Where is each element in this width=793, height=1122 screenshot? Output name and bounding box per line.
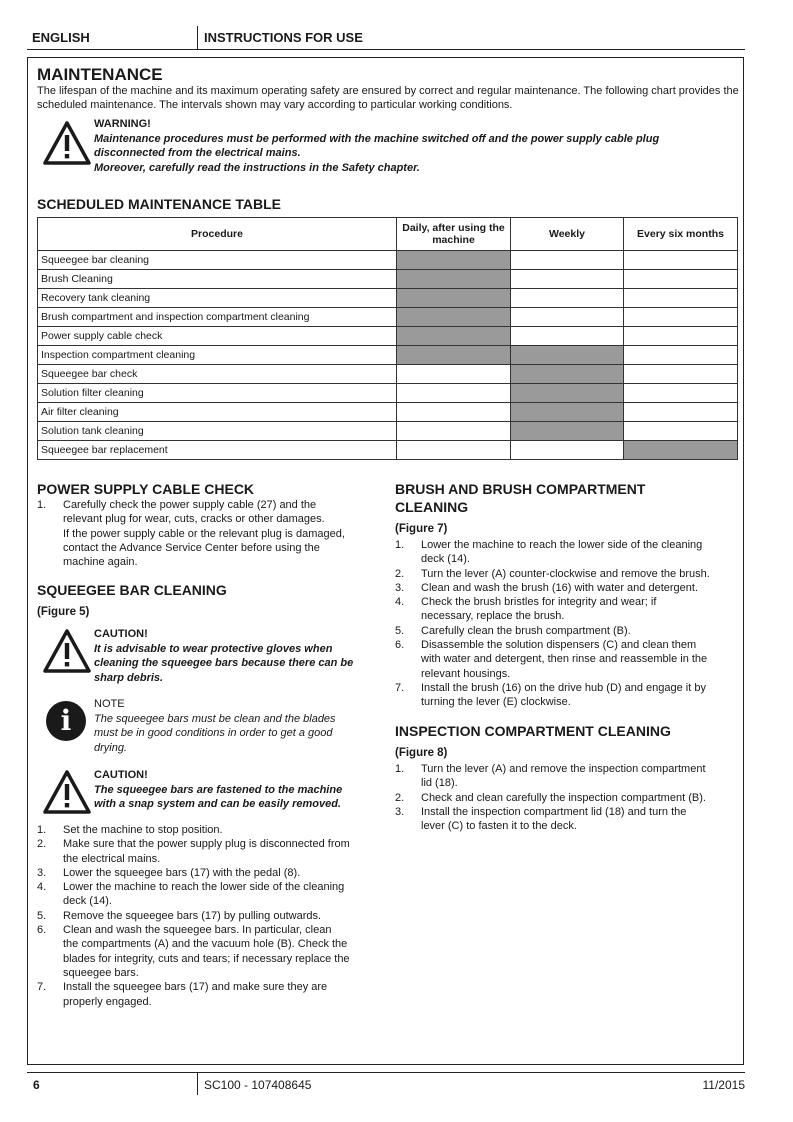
list-item xyxy=(37,837,382,866)
page-header xyxy=(27,26,745,50)
interval-cell xyxy=(624,270,738,289)
table-row xyxy=(38,346,738,365)
interval-cell xyxy=(624,327,738,346)
caution-triangle-icon xyxy=(42,769,92,815)
note-line: must be in good conditions in order to get a good xyxy=(94,727,333,739)
list-item xyxy=(395,805,740,834)
page-footer xyxy=(27,1072,745,1095)
note-line: The squeegee bars must be clean and the blades xyxy=(94,712,336,725)
step-text-line: deck (14). xyxy=(63,895,112,908)
step-text-line: necessary, replace the brush. xyxy=(421,610,565,623)
list-item xyxy=(395,681,740,710)
step-text-line: Set the machine to stop position. xyxy=(63,824,223,836)
step-text-line: Lower the machine to reach the lower side of the cleaning xyxy=(421,539,703,551)
step-number: 6. xyxy=(395,639,405,652)
interval-cell xyxy=(511,422,624,441)
step-number: 2. xyxy=(395,791,405,804)
interval-cell xyxy=(624,251,738,270)
column-header-six-months: Every six months xyxy=(624,218,738,251)
table-header-row xyxy=(38,218,738,251)
interval-cell xyxy=(397,251,511,270)
interval-cell xyxy=(511,441,624,460)
interval-cell xyxy=(397,384,511,403)
maintenance-warning xyxy=(94,117,734,175)
step-text-line: Remove the squeegee bars (17) by pulling outwards. xyxy=(63,909,322,922)
caution-label: CAUTION! xyxy=(94,769,148,781)
interval-cell xyxy=(624,346,738,365)
step-number: 1. xyxy=(395,763,405,775)
brush-cleaning-title xyxy=(395,480,645,516)
list-item xyxy=(37,980,382,1009)
interval-cell xyxy=(624,422,738,441)
list-item xyxy=(395,581,740,595)
column-header-procedure: Procedure xyxy=(38,218,397,251)
table-body xyxy=(38,251,738,460)
step-number: 1. xyxy=(37,824,47,836)
interval-cell xyxy=(397,308,511,327)
column-header-daily: Daily, after using the machine xyxy=(397,218,511,251)
warning-line: disconnected from the electrical mains. xyxy=(94,147,301,159)
table-row xyxy=(38,403,738,422)
list-item xyxy=(37,909,382,923)
interval-cell xyxy=(397,422,511,441)
interval-cell xyxy=(511,251,624,270)
maintenance-table xyxy=(37,217,738,460)
list-item xyxy=(395,638,740,681)
list-item xyxy=(395,567,740,581)
list-item xyxy=(37,866,382,880)
interval-cell xyxy=(397,270,511,289)
step-number: 1. xyxy=(37,499,47,511)
header-divider xyxy=(197,26,198,49)
table-row xyxy=(38,270,738,289)
procedure-cell: Solution tank cleaning xyxy=(38,422,397,441)
figure-5-ref: (Figure 5) xyxy=(37,606,90,618)
step-number: 1. xyxy=(395,539,405,551)
figure-8-ref: (Figure 8) xyxy=(395,747,448,759)
warning-triangle-icon xyxy=(42,120,92,166)
schedule-title: SCHEDULED MAINTENANCE TABLE xyxy=(37,196,281,212)
inspection-cleaning-title: INSPECTION COMPARTMENT CLEANING xyxy=(395,723,671,739)
power-check-title: POWER SUPPLY CABLE CHECK xyxy=(37,481,255,497)
step-text-line: Disassemble the solution dispensers (C) and clean them xyxy=(421,639,697,652)
interval-cell xyxy=(624,289,738,308)
step-number: 4. xyxy=(395,596,405,609)
info-icon: i xyxy=(46,701,86,741)
interval-cell xyxy=(511,365,624,384)
interval-cell xyxy=(511,270,624,289)
interval-cell xyxy=(511,403,624,422)
caution-line: It is advisable to wear protective gloves when xyxy=(94,642,333,655)
step-number: 5. xyxy=(37,909,47,922)
procedure-cell: Squeegee bar check xyxy=(38,365,397,384)
step-text-line: Lower the squeegee bars (17) with the pedal (8). xyxy=(63,866,301,879)
inspection-cleaning-steps xyxy=(395,762,740,833)
squeegee-cleaning-title: SQUEEGEE BAR CLEANING xyxy=(37,582,227,598)
interval-cell xyxy=(624,384,738,403)
list-item xyxy=(37,923,382,980)
procedure-cell: Inspection compartment cleaning xyxy=(38,346,397,365)
interval-cell xyxy=(511,346,624,365)
power-check-steps xyxy=(37,498,382,569)
caution-snap-system xyxy=(94,768,384,812)
caution-triangle-icon xyxy=(42,628,92,674)
step-text-line: with water and detergent, then rinse and reassemble in the xyxy=(421,653,708,666)
table-row xyxy=(38,251,738,270)
table-row xyxy=(38,308,738,327)
step-text-line: Turn the lever (A) counter-clockwise and remove the brush. xyxy=(421,567,710,580)
procedure-cell: Recovery tank cleaning xyxy=(38,289,397,308)
step-text-line: properly engaged. xyxy=(63,995,152,1008)
caution-gloves xyxy=(94,627,384,685)
maintenance-title: MAINTENANCE xyxy=(37,65,163,84)
list-item xyxy=(395,538,740,567)
squeegee-cleaning-steps xyxy=(37,823,382,1009)
step-text-line: turning the lever (E) clockwise. xyxy=(421,696,571,709)
table-row xyxy=(38,441,738,460)
list-item xyxy=(395,624,740,638)
interval-cell xyxy=(624,308,738,327)
procedure-cell: Air filter cleaning xyxy=(38,403,397,422)
step-text-line: Install the inspection compartment lid (18) and turn the xyxy=(421,805,687,818)
step-text-line: machine again. xyxy=(63,556,138,569)
step-text-line: Install the squeegee bars (17) and make sure they are xyxy=(63,981,328,994)
step-text-line: Clean and wash the squeegee bars. In particular, clean xyxy=(63,924,332,937)
brush-cleaning-title-line: CLEANING xyxy=(395,499,469,515)
step-text-line: Turn the lever (A) and remove the inspection compartment xyxy=(421,763,706,775)
step-number: 3. xyxy=(395,805,405,818)
document-date: 11/2015 xyxy=(702,1078,745,1092)
step-text-line: Check the brush bristles for integrity and wear; if xyxy=(421,596,657,609)
step-text-line: Clean and wash the brush (16) with water and detergent. xyxy=(421,581,698,594)
step-text-line: squeegee bars. xyxy=(63,966,139,979)
caution-line: sharp debris. xyxy=(94,671,164,684)
footer-divider xyxy=(197,1073,198,1095)
list-item xyxy=(395,595,740,624)
step-text-line: Check and clean carefully the inspection compartment (B). xyxy=(421,791,706,804)
step-number: 7. xyxy=(395,681,405,694)
step-number: 5. xyxy=(395,624,405,637)
table-row xyxy=(38,289,738,308)
page-number: 6 xyxy=(33,1078,40,1092)
header-title: INSTRUCTIONS FOR USE xyxy=(204,30,363,45)
brush-cleaning-steps xyxy=(395,538,740,710)
step-text-line: Carefully check the power supply cable (27) and the xyxy=(63,499,317,511)
warning-label: WARNING! xyxy=(94,118,151,130)
step-text-line: Install the brush (16) on the drive hub (D) and engage it by xyxy=(421,681,706,694)
step-text-line: Lower the machine to reach the lower side of the cleaning xyxy=(63,881,345,894)
interval-cell xyxy=(397,327,511,346)
table-row xyxy=(38,384,738,403)
step-text-line: blades for integrity, cuts and tears; if necessary replace the xyxy=(63,952,350,965)
note-label: NOTE xyxy=(94,698,125,710)
step-number: 3. xyxy=(37,866,47,879)
step-number: 3. xyxy=(395,581,405,594)
interval-cell xyxy=(397,441,511,460)
table-row xyxy=(38,327,738,346)
step-text-line: relevant housings. xyxy=(421,667,511,680)
step-text-line: deck (14). xyxy=(421,553,470,566)
list-item xyxy=(37,498,382,569)
header-language: ENGLISH xyxy=(32,30,90,45)
procedure-cell: Squeegee bar replacement xyxy=(38,441,397,460)
step-number: 4. xyxy=(37,881,47,894)
warning-line: Moreover, carefully read the instructions in the Safety chapter. xyxy=(94,161,420,174)
brush-cleaning-title-line: BRUSH AND BRUSH COMPARTMENT xyxy=(395,481,646,497)
procedure-cell: Brush Cleaning xyxy=(38,270,397,289)
caution-line: with a snap system and can be easily removed. xyxy=(94,798,341,810)
interval-cell xyxy=(397,403,511,422)
step-text-line: relevant plug for wear, cuts, cracks or other damages. xyxy=(63,513,325,526)
note-line: drying. xyxy=(94,741,128,754)
step-text-line: Make sure that the power supply plug is disconnected from xyxy=(63,838,350,851)
interval-cell xyxy=(511,384,624,403)
step-number: 2. xyxy=(395,567,405,580)
step-text-line: If the power supply cable or the relevant plug is damaged, xyxy=(63,527,345,540)
note-block xyxy=(94,697,384,755)
interval-cell xyxy=(511,327,624,346)
interval-cell xyxy=(397,346,511,365)
step-text-line: lever (C) to fasten it to the deck. xyxy=(421,820,577,833)
step-text-line: Carefully clean the brush compartment (B). xyxy=(421,624,631,637)
interval-cell xyxy=(511,289,624,308)
interval-cell xyxy=(624,365,738,384)
step-number: 7. xyxy=(37,981,47,994)
caution-line: cleaning the squeegee bars because there can be xyxy=(94,657,354,669)
interval-cell xyxy=(624,441,738,460)
table-row xyxy=(38,422,738,441)
interval-cell xyxy=(624,403,738,422)
interval-cell xyxy=(397,289,511,308)
column-header-weekly: Weekly xyxy=(511,218,624,251)
list-item xyxy=(37,823,382,837)
step-text-line: the electrical mains. xyxy=(63,852,161,865)
step-number: 6. xyxy=(37,924,47,937)
list-item xyxy=(37,880,382,909)
interval-cell xyxy=(397,365,511,384)
caution-label: CAUTION! xyxy=(94,628,148,640)
step-text-line: contact the Advance Service Center before using the xyxy=(63,541,320,554)
warning-line: Maintenance procedures must be performed with the machine switched off and the power supply cable plug xyxy=(94,132,660,145)
step-text-line: lid (18). xyxy=(421,777,458,790)
step-number: 2. xyxy=(37,838,47,851)
figure-7-ref: (Figure 7) xyxy=(395,523,448,535)
table-row xyxy=(38,365,738,384)
procedure-cell: Solution filter cleaning xyxy=(38,384,397,403)
document-code: SC100 - 107408645 xyxy=(204,1078,312,1092)
interval-cell xyxy=(511,308,624,327)
procedure-cell: Power supply cable check xyxy=(38,327,397,346)
list-item xyxy=(395,762,740,791)
maintenance-intro: The lifespan of the machine and its maximum operating safety are ensured by correct and regular maintenance. The following chart provides the scheduled maintenance. The intervals shown may vary according to particular working conditions. xyxy=(37,85,739,112)
procedure-cell: Brush compartment and inspection compartment cleaning xyxy=(38,308,397,327)
caution-line: The squeegee bars are fastened to the machine xyxy=(94,783,343,796)
step-text-line: the compartments (A) and the vacuum hole (B). Check the xyxy=(63,938,348,951)
procedure-cell: Squeegee bar cleaning xyxy=(38,251,397,270)
list-item xyxy=(395,791,740,805)
